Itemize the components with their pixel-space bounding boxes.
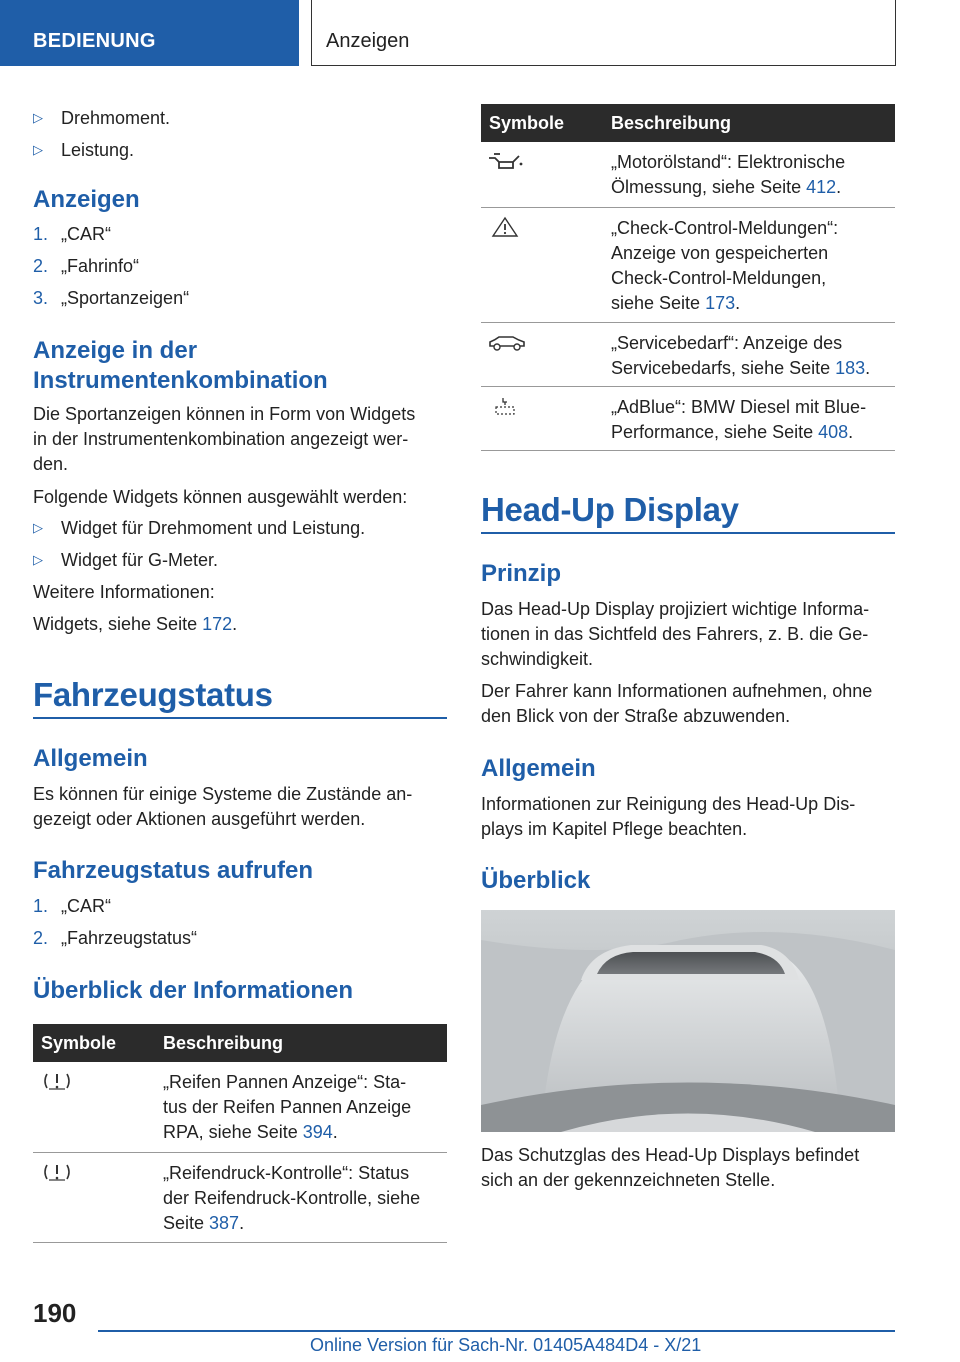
page-link[interactable]: 408 (818, 422, 849, 442)
page-number: 190 (33, 1298, 77, 1328)
tire-warning-icon (41, 1161, 73, 1183)
paragraph: Das Head-Up Display projiziert wichtige Informa- tionen in das Sichtfeld des Fahrers, z. B. die Ge- schwindigkeit. (481, 599, 870, 669)
paragraph: Weitere Informationen: (33, 582, 215, 602)
table-row: „AdBlue“: BMW Diesel mit Blue- Performance, siehe Seite 408. (481, 387, 895, 451)
heading-fahrzeugstatus: Fahrzeugstatus (33, 676, 273, 713)
oil-can-icon (485, 150, 525, 172)
heading-allgemein: Allgemein (33, 745, 148, 772)
table-header: Symbole Beschreibung (481, 104, 895, 142)
table-row: „Reifendruck-Kontrolle“: Status der Reifendruck-Kontrolle, siehe Seite 387. (33, 1153, 447, 1243)
footer-rule (98, 1330, 895, 1332)
heading-instrumentenkombination: Anzeige in der Instrumentenkombination (33, 337, 328, 394)
page-link[interactable]: 173 (705, 293, 736, 313)
car-service-icon (487, 331, 527, 353)
table-row: „Check-Control-Meldungen“: Anzeige von gespeicherten Check-Control-Meldungen, siehe Seite 173. (481, 208, 895, 323)
tire-warning-icon (41, 1070, 73, 1092)
heading-aufrufen: Fahrzeugstatus aufrufen (33, 857, 314, 884)
image-caption: Das Schutzglas des Head-Up Displays befindet sich an der gekennzeichneten Stelle. (481, 1145, 860, 1190)
paragraph: Folgende Widgets können ausgewählt werden: (33, 487, 408, 507)
adblue-icon (489, 395, 521, 417)
chapter-title: Anzeigen (311, 0, 896, 66)
page-link[interactable]: 183 (835, 358, 866, 378)
paragraph: Der Fahrer kann Informationen aufnehmen, ohne den Blick von der Straße abzuwenden. (481, 681, 873, 726)
page-header (0, 0, 960, 66)
page-link[interactable]: 412 (806, 177, 837, 197)
heading-head-up-display: Head-Up Display (481, 491, 739, 528)
table-row: „Servicebedarf“: Anzeige des Servicebedarfs, siehe Seite 183. (481, 323, 895, 387)
page-link[interactable]: 387 (209, 1213, 240, 1233)
heading-ueberblick-informationen: Überblick der Informationen (33, 977, 354, 1004)
heading-anzeigen: Anzeigen (33, 186, 140, 213)
triangle-bullet-icon: ▷ (33, 552, 43, 567)
paragraph: Widgets, siehe Seite 172. (33, 614, 238, 634)
head-up-display-photo (481, 910, 895, 1132)
paragraph: Informationen zur Reinigung des Head-Up Dis- plays im Kapitel Pflege beachten. (481, 794, 856, 839)
paragraph: Es können für einige Systeme die Zustände an- gezeigt oder Aktionen ausgeführt werden. (33, 784, 413, 829)
footer-text: Online Version für Sach-Nr. 01405A484D4 - X/21 (310, 1335, 702, 1355)
section-label: BEDIENUNG (0, 0, 299, 66)
page-link[interactable]: 394 (302, 1122, 333, 1142)
triangle-bullet-icon: ▷ (33, 520, 43, 535)
page-link[interactable]: 172 (202, 614, 233, 634)
heading-rule (33, 717, 447, 719)
heading-allgemein: Allgemein (481, 755, 596, 782)
warning-triangle-icon (489, 216, 521, 238)
table-row: „Motorölstand“: Elektronische Ölmessung, siehe Seite 412. (481, 142, 895, 208)
table-row: „Reifen Pannen Anzeige“: Sta- tus der Reifen Pannen Anzeige RPA, siehe Seite 394. (33, 1062, 447, 1153)
heading-prinzip: Prinzip (481, 560, 562, 587)
triangle-bullet-icon: ▷ (33, 142, 43, 157)
paragraph: Die Sportanzeigen können in Form von Widgets in der Instrumentenkombination angezeigt wer- den. (33, 404, 416, 474)
table-header: Symbole Beschreibung (33, 1024, 447, 1062)
triangle-bullet-icon: ▷ (33, 110, 43, 125)
heading-ueberblick: Überblick (481, 867, 591, 894)
heading-rule (481, 532, 895, 534)
